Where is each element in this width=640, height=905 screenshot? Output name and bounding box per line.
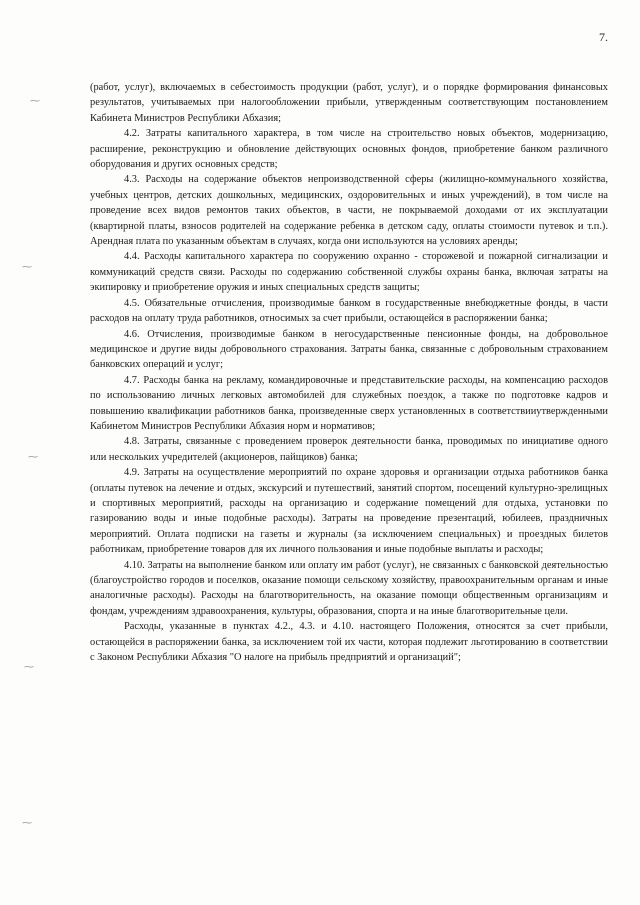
paragraph: 4.9. Затраты на осуществление мероприятий по охране здоровья и организации отдыха работников банка (оплаты путевок на лечение и отдых, экскурсий и путешествий, занятий спортом, посещений культурно-зрелищных и спортивных мероприятий, расходы на организацию и содержание помещений для отдыха, установки по газированию воды и иные подобные расходы). Затраты на проведение презентаций, юбилеев, праздничных мероприятий. Оплата подписки на газеты и журналы (за исключением специальных) и проездных билетов работникам, приобретение товаров для их личного пользования и иные подобные выплаты и расходы;: [90, 467, 608, 556]
paragraph: 4.3. Расходы на содержание объектов непроизводственной сферы (жилищно-коммунального хозяйства, учебных центров, детских дошкольных, медицинских, оздоровительных и иных учреждений), в том числе на проведение всех видов ремонтов таких объектов, в части, не покрываемой доходами от их эксплуатации (квартирной платы, взносов родителей на содержание ребенка в детском саду, оплаты стоимости путевок и т.п.). Арендная плата по указанным объектам в случаях, когда они используются на условиях аренды;: [90, 174, 608, 248]
paragraph: 4.7. Расходы банка на рекламу, командировочные и представительские расходы, на компенсацию расходов по использованию личных легковых автомобилей для служебных поездок, а также по подготовке кадров и повышению квалификации работников банка, произведенные сверх установленных в соответствииутвержденными Кабинетом Министров Республики Абхазия норм и нормативов;: [90, 374, 608, 432]
paragraph: 4.8. Затраты, связанные с проведением проверок деятельности банка, проводимых по инициативе одного или нескольких учредителей (акционеров, пайщиков) банка;: [90, 436, 608, 463]
page-number: 7.: [599, 30, 608, 44]
paragraph: 4.6. Отчисления, производимые банком в негосударственные пенсионные фонды, на добровольное медицинское и другие виды добровольного страхования. Затраты банка, связанные с добровольным страхованием банковских операций и услуг;: [90, 328, 608, 371]
scan-mark: ⁓: [22, 818, 32, 829]
paragraph: 4.5. Обязательные отчисления, производимые банком в государственные внебюджетные фонды, в части расходов на оплату труда работников, относимых за счет прибыли, остающейся в распоряжении банка;: [90, 297, 608, 325]
scan-mark: ⁓: [30, 96, 40, 107]
scan-mark: ⁓: [24, 662, 34, 673]
document-body: [90, 80, 608, 665]
scan-mark: ⁓: [28, 452, 38, 463]
paragraph: 4.2. Затраты капитального характера, в том числе на строительство новых объектов, модернизацию, расширение, реконструкцию и обновление действующих основных фондов, приобретение банком различного оборудования и других основных средств;: [90, 128, 608, 171]
scan-mark: ⁓: [22, 262, 32, 273]
paragraph: 4.10. Затраты на выполнение банком или оплату им работ (услуг), не связанных с банковской деятельностью (благоустройство городов и поселков, оказание помощи сельскому хозяйству, правоохранительным органам и иные аналогичные расходы). Расходы на благотворительность, на оказание помощи общественным организациям и фондам, учреждениям здравоохранения, культуры, образования, спорта и на иные благотворительные цели.: [90, 559, 608, 617]
paragraph: (работ, услуг), включаемых в себестоимость продукции (работ, услуг), и о порядке формирования финансовых результатов, учитываемых при налогообложении прибыли, утвержденным соответствующим постановлением Кабинета Министров Республики Абхазия;: [90, 82, 608, 124]
paragraph: 4.4. Расходы капитального характера по сооружению охранно - сторожевой и пожарной сигнализации и коммуникаций средств связи. Расходы по содержанию собственной службы охраны банка, включая затраты на экипировку и приобретение оружия и иных специальных средств защиты;: [90, 251, 608, 294]
paragraph: Расходы, указанные в пунктах 4.2., 4.3. и 4.10. настоящего Положения, относятся за счет прибыли, остающейся в распоряжении банка, за исключением той их части, которая подлежит льготированию в соответствии с Законом Республики Абхазия "О налоге на прибыль предприятий и организаций";: [90, 621, 608, 664]
